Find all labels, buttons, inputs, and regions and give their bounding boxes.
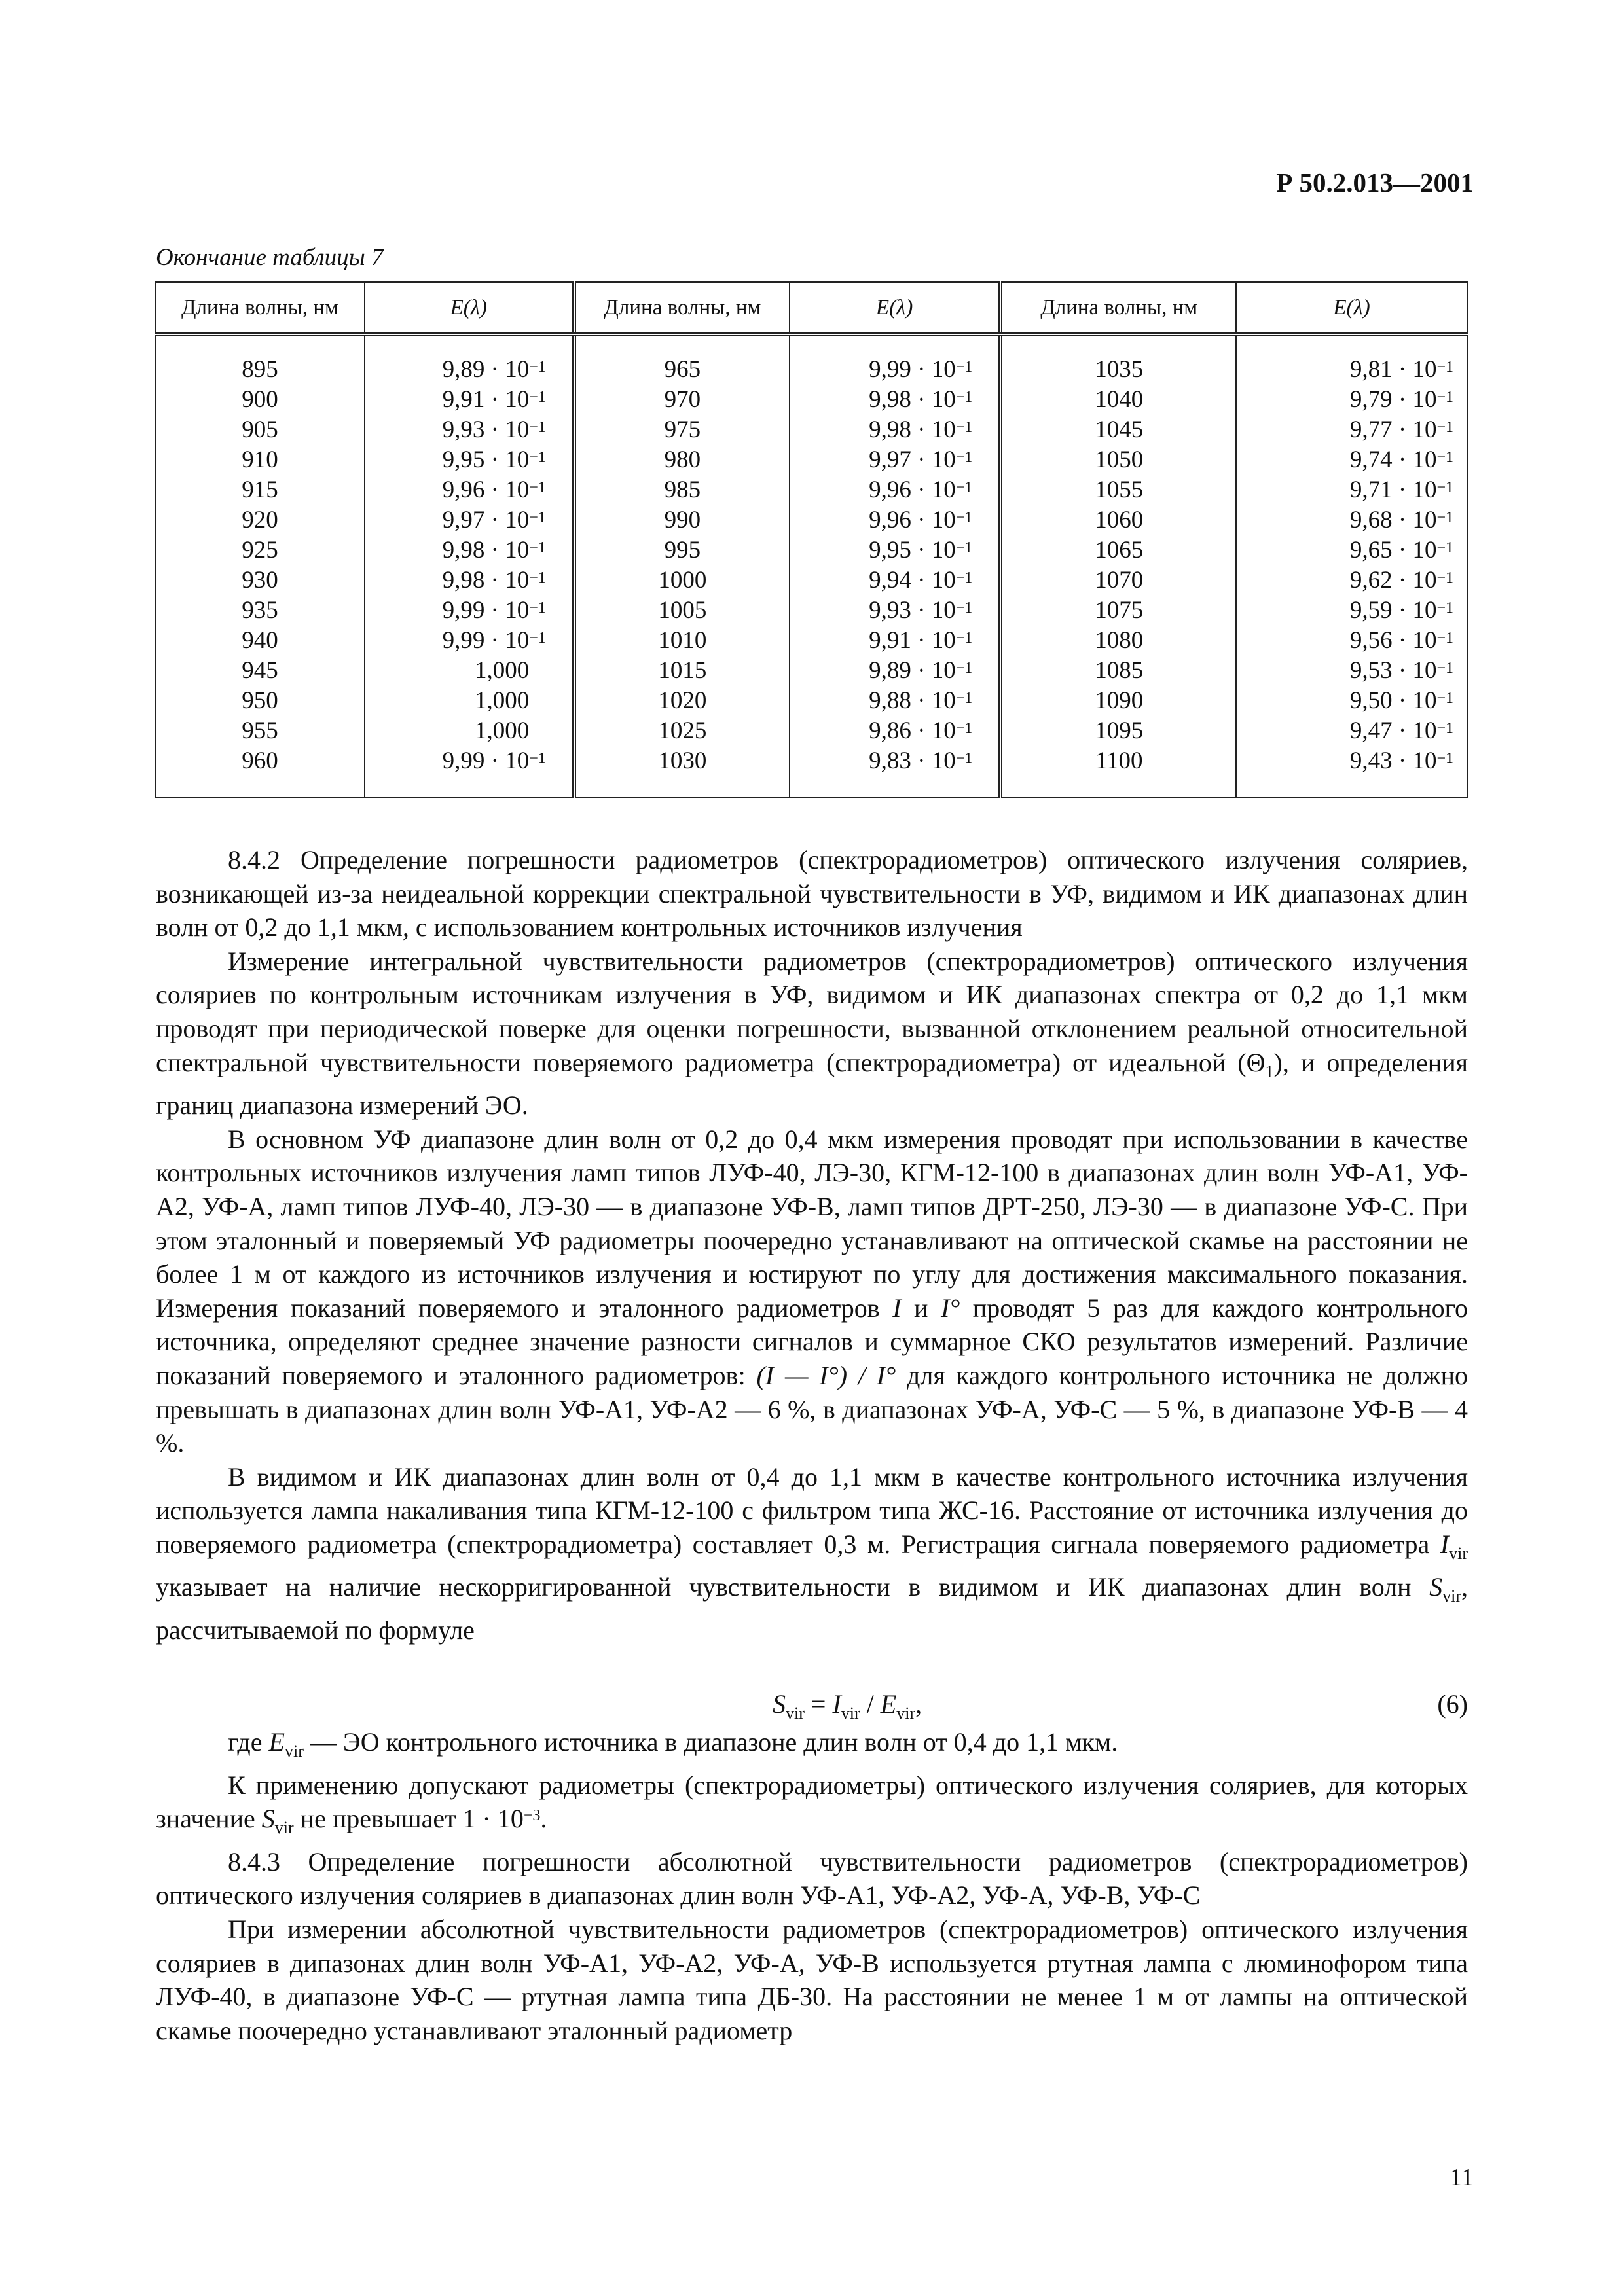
wavelength-cell: 1055: [1095, 476, 1144, 503]
wavelength-cell: 1045: [1095, 416, 1144, 443]
section-8-4-3-heading: 8.4.3 Определение погрешности абсолютной чувствительности радиометров (спектрорадиометров) оптического излучения соляриев в диапазонах длин волн УФ-А1, УФ-А2, УФ-А, УФ-В, УФ-С: [156, 1846, 1468, 1910]
exponent: −1: [1436, 479, 1453, 496]
wavelength-cell: 930: [242, 567, 278, 594]
paragraph: Измерение интегральной чувствительности радиометров (спектрорадиометров) оптического излучения соляриев по контрольным источникам излучения в УФ, видимом и ИК диапазонах спектра от 0,2 до 1,1 мкм проводят при периодической поверке для оценки погрешности, вызванной отклонением реальной относительной спектральной чувствительности поверяемого радиометра (спектрорадиометра) от идеальной $(\Theta_1)$, и определения границ диапазона измерений ЭО.: [156, 946, 1468, 1121]
exponent: −1: [955, 569, 973, 586]
e-lambda-cell: $9,81 \cdot 10^{-1}$: [1349, 356, 1453, 383]
wavelength-column-3: [1000, 334, 1236, 798]
wavelength-cell: 1015: [658, 657, 707, 684]
wavelength-cell: 895: [242, 356, 278, 383]
e-lambda-cell: $9,77 \cdot 10^{-1}$: [1349, 416, 1453, 443]
wavelength-cell: 920: [242, 507, 278, 533]
paragraph: В видимом и ИК диапазонах длин волн от 0,4 до 1,1 мкм в качестве контрольного источника излучения используется лампа накаливания типа КГМ-12-100 с фильтром типа ЖС-16. Расстояние от источника излучения до поверяемого радиометра (спектрорадиометра) составляет 0,3 м. Регистрация сигнала поверяемого радиометра $I_{vir}$ указывает на наличие нескорригированной чувствительности в видимом и ИК диапазонах длин волн $S_{vir}$, рассчитываемой по формуле: [156, 1462, 1468, 1645]
wavelength-cell: 905: [242, 416, 278, 443]
exponent: −1: [529, 750, 546, 767]
exponent: −1: [1436, 630, 1453, 647]
table-caption: Окончание таблицы 7: [156, 244, 384, 271]
e-lambda-cell: $9,98 \cdot 10^{-1}$: [442, 567, 546, 594]
exponent: −1: [955, 479, 973, 496]
e-lambda-cell: $9,86 \cdot 10^{-1}$: [869, 717, 973, 744]
wavelength-cell: 1070: [1095, 567, 1144, 594]
wavelength-cell: 1065: [1095, 537, 1144, 564]
formula-number: (6): [1437, 1689, 1468, 1719]
wavelength-cell: 945: [242, 657, 278, 684]
wavelength-cell: 970: [664, 386, 701, 413]
exponent: −1: [955, 630, 973, 647]
wavelength-cell: 915: [242, 476, 278, 503]
e-lambda-cell: $9,88 \cdot 10^{-1}$: [869, 687, 973, 714]
wavelength-cell: 1025: [658, 717, 707, 744]
col-header-wavelength-1: Длина волны, нм: [155, 282, 365, 334]
e-lambda-cell: $9,99 \cdot 10^{-1}$: [442, 597, 546, 624]
e-lambda-cell: $9,96 \cdot 10^{-1}$: [869, 507, 973, 533]
wavelength-cell: 1010: [658, 627, 707, 654]
e-lambda-cell: $9,91 \cdot 10^{-1}$: [869, 627, 973, 654]
body-text-continued: [156, 1725, 1468, 2047]
e-lambda-column-1: [365, 334, 574, 798]
exponent: −1: [1436, 569, 1453, 586]
exponent: −1: [529, 419, 546, 436]
e-lambda-cell: $9,91 \cdot 10^{-1}$: [442, 386, 546, 413]
wavelength-cell: 1005: [658, 597, 707, 624]
wavelength-cell: 960: [242, 747, 278, 774]
e-lambda-cell: $9,79 \cdot 10^{-1}$: [1349, 386, 1453, 413]
table-header-row: [155, 282, 1467, 334]
e-lambda-cell: $9,50 \cdot 10^{-1}$: [1349, 687, 1453, 714]
exponent: −1: [955, 359, 973, 376]
wavelength-cell: 965: [664, 356, 701, 383]
exponent: −1: [529, 509, 546, 526]
exponent: −1: [1436, 539, 1453, 556]
formula-expression: $S_{vir} = I_{vir} / E_{vir}$,: [773, 1689, 922, 1723]
paragraph: В основном УФ диапазоне длин волн от 0,2 до 0,4 мкм измерения проводят при использовании в качестве контрольных источников излучения ламп типов ЛУФ-40, ЛЭ-30, КГМ-12-100 в диапазонах длин волн УФ-А1, УФ-А2, УФ-А, ламп типов ЛУФ-40, ЛЭ-30 — в диапазоне УФ-В, ламп типов ДРТ-250, ЛЭ-30 — в диапазоне УФ-С. При этом эталонный и поверяемый УФ радиометры поочередно устанавливают на оптической скамье на расстоянии не более 1 м от каждого из источников излучения и юстируют по углу для достижения максимального показания. Измерения показаний поверяемого и эталонного радиометров I и I° проводят 5 раз для каждого контрольного источника, определяют среднее значение разности сигналов и суммарное СКО результатов измерений. Различие показаний поверяемого и эталонного радиометров: (I — I°) / I° для каждого контрольного источника не должно превышать в диапазонах длин волн УФ-А1, УФ-А2 — 6 %, в диапазонах УФ-А, УФ-С — 5 %, в диапазоне УФ-В — 4 %.: [156, 1124, 1468, 1458]
e-lambda-cell: $9,98 \cdot 10^{-1}$: [869, 416, 973, 443]
wavelength-cell: 1020: [658, 687, 707, 714]
exponent: −1: [1436, 449, 1453, 466]
wavelength-cell: 935: [242, 597, 278, 624]
e-lambda-cell: $9,98 \cdot 10^{-1}$: [442, 537, 546, 564]
e-lambda-cell: $9,89 \cdot 10^{-1}$: [869, 657, 973, 684]
exponent: −1: [955, 509, 973, 526]
wavelength-cell: 1095: [1095, 717, 1144, 744]
wavelength-cell: 940: [242, 627, 278, 654]
e-lambda-cell: $9,56 \cdot 10^{-1}$: [1349, 627, 1453, 654]
exponent: −1: [1436, 690, 1453, 707]
e-lambda-cell: 1,000: [474, 717, 530, 744]
paragraph: К применению допускают радиометры (спектрорадиометры) оптического излучения соляриев, для которых значение $S_{vir}$ не превышает $1 \cdot 10^{-3}$.: [156, 1770, 1468, 1838]
e-lambda-cell: $9,99 \cdot 10^{-1}$: [442, 747, 546, 774]
formula-6: [156, 1689, 1468, 1723]
wavelength-cell: 985: [664, 476, 701, 503]
exponent: −1: [529, 600, 546, 617]
col-header-e-lambda-2: E(λ): [790, 282, 1000, 334]
e-lambda-cell: $9,96 \cdot 10^{-1}$: [442, 476, 546, 503]
exponent: −1: [955, 690, 973, 707]
wavelength-cell: 1080: [1095, 627, 1144, 654]
e-lambda-cell: $9,68 \cdot 10^{-1}$: [1349, 507, 1453, 533]
exponent: −1: [1436, 720, 1453, 737]
e-lambda-cell: $9,71 \cdot 10^{-1}$: [1349, 476, 1453, 503]
col-header-e-lambda-1: E(λ): [365, 282, 574, 334]
section-8-4-2-heading: 8.4.2 Определение погрешности радиометров (спектрорадиометров) оптического излучения соляриев, возникающей из-за неидеальной коррекции спектральной чувствительности в УФ, видимом и ИК диапазонах длин волн от 0,2 до 1,1 мкм, с использованием контрольных источников излучения: [156, 845, 1468, 942]
exponent: −1: [1436, 660, 1453, 677]
exponent: −1: [529, 479, 546, 496]
wavelength-column-2: [574, 334, 790, 798]
exponent: −1: [955, 720, 973, 737]
wavelength-column-1: [155, 334, 365, 798]
exponent: −1: [1436, 600, 1453, 617]
e-lambda-column-3: [1236, 334, 1467, 798]
e-lambda-cell: $9,98 \cdot 10^{-1}$: [869, 386, 973, 413]
wavelength-cell: 910: [242, 446, 278, 473]
wavelength-cell: 950: [242, 687, 278, 714]
e-lambda-cell: $9,65 \cdot 10^{-1}$: [1349, 537, 1453, 564]
e-lambda-cell: 1,000: [474, 687, 530, 714]
exponent: −1: [955, 750, 973, 767]
table-body-row: [155, 334, 1467, 798]
e-lambda-cell: 1,000: [474, 657, 530, 684]
paragraph: где $E_{vir}$ — ЭО контрольного источника в диапазоне длин волн от 0,4 до 1,1 мкм.: [228, 1727, 1118, 1761]
wavelength-cell: 925: [242, 537, 278, 564]
exponent: −1: [1436, 509, 1453, 526]
document-code: Р 50.2.013—2001: [1276, 168, 1474, 198]
e-lambda-cell: $9,83 \cdot 10^{-1}$: [869, 747, 973, 774]
e-lambda-cell: $9,93 \cdot 10^{-1}$: [869, 597, 973, 624]
e-lambda-cell: $9,62 \cdot 10^{-1}$: [1349, 567, 1453, 594]
e-lambda-cell: $9,59 \cdot 10^{-1}$: [1349, 597, 1453, 624]
exponent: −1: [1436, 359, 1453, 376]
exponent: −1: [955, 449, 973, 466]
exponent: −1: [529, 539, 546, 556]
wavelength-cell: 1000: [658, 567, 707, 594]
wavelength-cell: 955: [242, 717, 278, 744]
col-header-wavelength-2: Длина волны, нм: [574, 282, 790, 334]
wavelength-cell: 1030: [658, 747, 707, 774]
exponent: −1: [1436, 389, 1453, 406]
wavelength-cell: 990: [664, 507, 701, 533]
e-lambda-cell: $9,47 \cdot 10^{-1}$: [1349, 717, 1453, 744]
col-header-e-lambda-3: E(λ): [1236, 282, 1467, 334]
wavelength-cell: 900: [242, 386, 278, 413]
e-lambda-cell: $9,95 \cdot 10^{-1}$: [442, 446, 546, 473]
spectral-table: [155, 281, 1468, 798]
wavelength-cell: 1040: [1095, 386, 1144, 413]
e-lambda-cell: $9,94 \cdot 10^{-1}$: [869, 567, 973, 594]
e-lambda-cell: $9,93 \cdot 10^{-1}$: [442, 416, 546, 443]
e-lambda-cell: $9,96 \cdot 10^{-1}$: [869, 476, 973, 503]
wavelength-cell: 1085: [1095, 657, 1144, 684]
col-header-wavelength-3: Длина волны, нм: [1000, 282, 1236, 334]
e-lambda-column-2: [790, 334, 1000, 798]
exponent: −1: [955, 419, 973, 436]
e-lambda-cell: $9,99 \cdot 10^{-1}$: [442, 627, 546, 654]
exponent: −1: [1436, 750, 1453, 767]
e-lambda-cell: $9,74 \cdot 10^{-1}$: [1349, 446, 1453, 473]
wavelength-cell: 975: [664, 416, 701, 443]
e-lambda-cell: $9,43 \cdot 10^{-1}$: [1349, 747, 1453, 774]
wavelength-cell: 1100: [1095, 747, 1143, 774]
e-lambda-cell: $9,53 \cdot 10^{-1}$: [1349, 657, 1453, 684]
exponent: −1: [529, 359, 546, 376]
exponent: −1: [529, 389, 546, 406]
wavelength-cell: 1050: [1095, 446, 1144, 473]
exponent: −1: [1436, 419, 1453, 436]
e-lambda-cell: $9,95 \cdot 10^{-1}$: [869, 537, 973, 564]
e-lambda-cell: $9,97 \cdot 10^{-1}$: [869, 446, 973, 473]
wavelength-cell: 1060: [1095, 507, 1144, 533]
exponent: −1: [955, 389, 973, 406]
wavelength-cell: 980: [664, 446, 701, 473]
e-lambda-cell: $9,89 \cdot 10^{-1}$: [442, 356, 546, 383]
wavelength-cell: 1075: [1095, 597, 1144, 624]
exponent: −1: [955, 660, 973, 677]
exponent: −1: [955, 600, 973, 617]
e-lambda-cell: $9,99 \cdot 10^{-1}$: [869, 356, 973, 383]
wavelength-cell: 1035: [1095, 356, 1144, 383]
page-number: 11: [1450, 2164, 1474, 2191]
wavelength-cell: 1090: [1095, 687, 1144, 714]
wavelength-cell: 995: [664, 537, 701, 564]
e-lambda-cell: $9,97 \cdot 10^{-1}$: [442, 507, 546, 533]
exponent: −1: [955, 539, 973, 556]
body-text: [156, 843, 1468, 1647]
exponent: −1: [529, 630, 546, 647]
paragraph: При измерении абсолютной чувствительности радиометров (спектрорадиометров) оптического излучения соляриев в дипазонах длин волн УФ-А1, УФ-А2, УФ-А, УФ-В используется ртутная лампа с люминофором типа ЛУФ-40, в диапазоне УФ-С — ртутная лампа типа ДБ-30. На расстоянии не менее 1 м от лампы на оптической скамье поочередно устанавливают эталонный радиометр: [156, 1914, 1468, 2045]
exponent: −1: [529, 569, 546, 586]
exponent: −1: [529, 449, 546, 466]
